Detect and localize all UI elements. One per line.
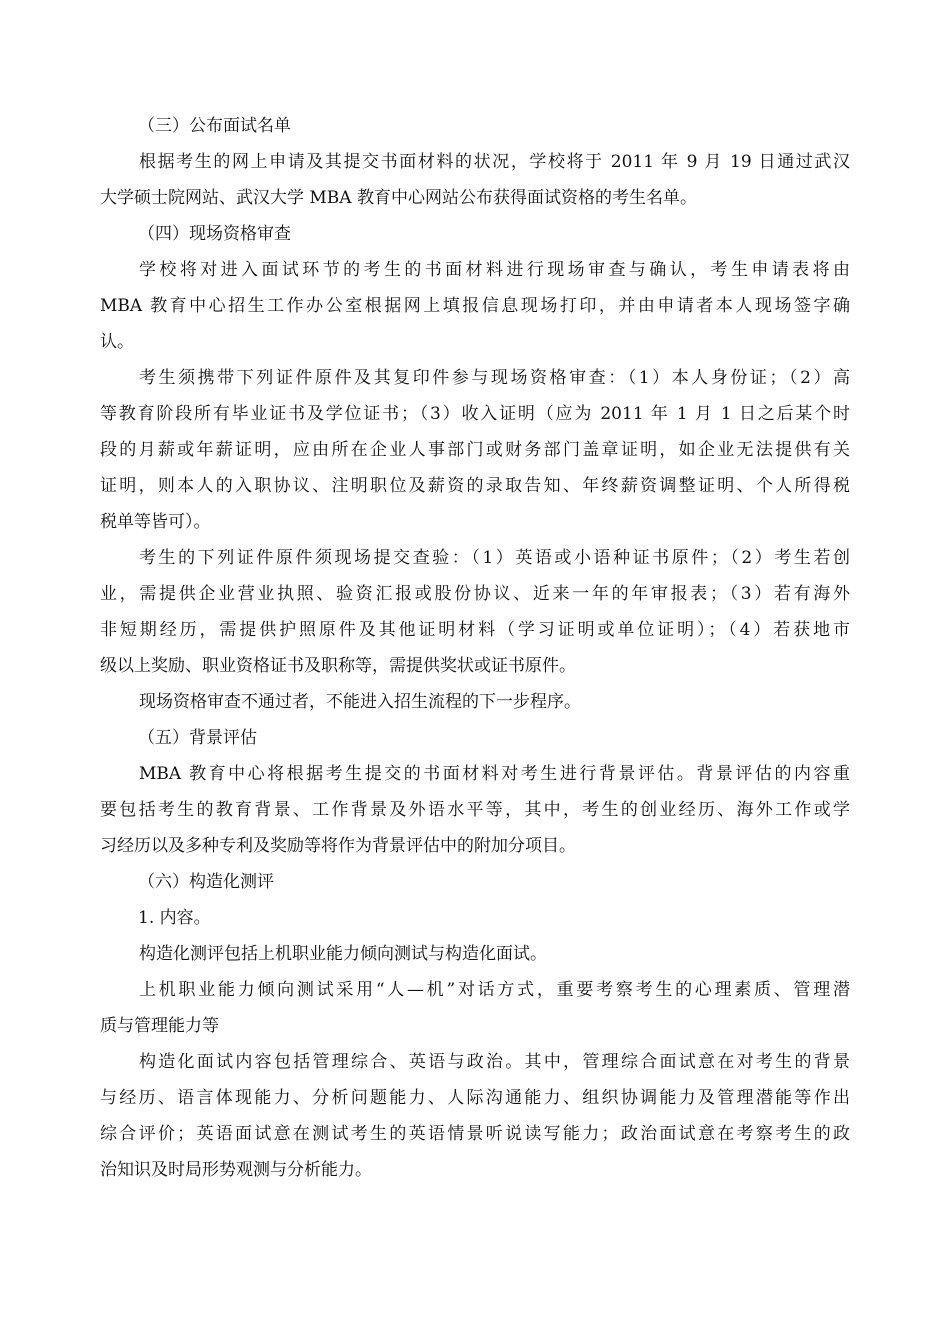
- paragraph-review-failure: [100, 684, 850, 720]
- paragraph-line: 级以上奖励、职业资格证书及职称等，需提供奖状或证书原件。: [100, 656, 576, 676]
- paragraph-line: 综合评价；英语面试意在测试考生的英语情景听说读写能力；政治面试意在考察考生的政: [100, 1124, 850, 1144]
- paragraph-background-evaluation: [100, 756, 850, 864]
- paragraph-line: 等教育阶段所有毕业证书及学位证书；（3）收入证明（应为 2011 年 1 月 1 日之后某个时: [100, 404, 850, 424]
- paragraph-line: 现场资格审查不通过者，不能进入招生流程的下一步程序。: [139, 692, 581, 712]
- paragraph-line: 业，需提供企业营业执照、验资汇报或股份协议、近来一年的年审报表；（3）若有海外: [100, 584, 850, 604]
- paragraph-original-documents: [100, 540, 850, 684]
- section-heading-5: （五）背景评估: [138, 728, 257, 748]
- paragraph-computer-test: [100, 972, 850, 1044]
- paragraph-line: 大学硕士院网站、武汉大学 MBA 教育中心网站公布获得面试资格的考生名单。: [100, 188, 697, 208]
- paragraph-line: 考生须携带下列证件原件及其复印件参与现场资格审查：（1）本人身份证；（2）高: [139, 368, 850, 388]
- paragraph-line: 学校将对进入面试环节的考生的书面材料进行现场审查与确认，考生申请表将由: [139, 260, 850, 280]
- paragraph-line: 税单等皆可）。: [100, 512, 211, 532]
- paragraph-line: 认。: [100, 332, 134, 352]
- paragraph-line: MBA 教育中心招生工作办公室根据网上填报信息现场打印，并由申请者本人现场签字确: [100, 296, 850, 316]
- paragraph-line: 习经历以及多种专利及奖励等将作为背景评估中的附加分项目。: [100, 836, 576, 856]
- section-heading-6: （六）构造化测评: [138, 872, 274, 892]
- paragraph-line: 要包括考生的教育背景、工作背景及外语水平等，其中，考生的创业经历、海外工作或学: [100, 800, 850, 820]
- paragraph-required-documents: [100, 360, 850, 540]
- paragraph-line: 构造化测评包括上机职业能力倾向测试与构造化面试。: [139, 944, 547, 964]
- paragraph-onsite-review: [100, 252, 850, 360]
- numbered-item-1: 1. 内容。: [138, 908, 211, 928]
- paragraph-line: 构造化面试内容包括管理综合、英语与政治。其中，管理综合面试意在对考生的背景: [139, 1052, 850, 1072]
- paragraph-line: 证明，则本人的入职协议、注明职位及薪资的录取告知、年终薪资调整证明、个人所得税: [100, 476, 850, 496]
- section-heading-3: （三）公布面试名单: [138, 116, 291, 136]
- paragraph-structured-interview: [100, 1044, 850, 1188]
- paragraph-line: 非短期经历，需提供护照原件及其他证明材料（学习证明或单位证明）；（4）若获地市: [100, 620, 850, 640]
- paragraph-line: 与经历、语言体现能力、分析问题能力、人际沟通能力、组织协调能力及管理潜能等作出: [100, 1088, 850, 1108]
- paragraph-structured-assessment: [100, 936, 850, 972]
- paragraph-interview-list: [100, 144, 850, 216]
- paragraph-line: 质与管理能力等: [100, 1016, 219, 1036]
- document-body: [100, 108, 850, 1188]
- paragraph-line: 段的月薪或年薪证明，应由所在企业人事部门或财务部门盖章证明，如企业无法提供有关: [100, 440, 850, 460]
- paragraph-line: 上机职业能力倾向测试采用“人—机”对话方式，重要考察考生的心理素质、管理潜: [139, 980, 850, 1000]
- paragraph-line: 根据考生的网上申请及其提交书面材料的状况，学校将于 2011 年 9 月 19 日通过武汉: [139, 152, 850, 172]
- section-heading-4: （四）现场资格审查: [138, 224, 291, 244]
- paragraph-line: MBA 教育中心将根据考生提交的书面材料对考生进行背景评估。背景评估的内容重: [139, 764, 850, 784]
- paragraph-line: 治知识及时局形势观测与分析能力。: [100, 1160, 372, 1180]
- paragraph-line: 考生的下列证件原件须现场提交查验：（1）英语或小语种证书原件；（2）考生若创: [139, 548, 850, 568]
